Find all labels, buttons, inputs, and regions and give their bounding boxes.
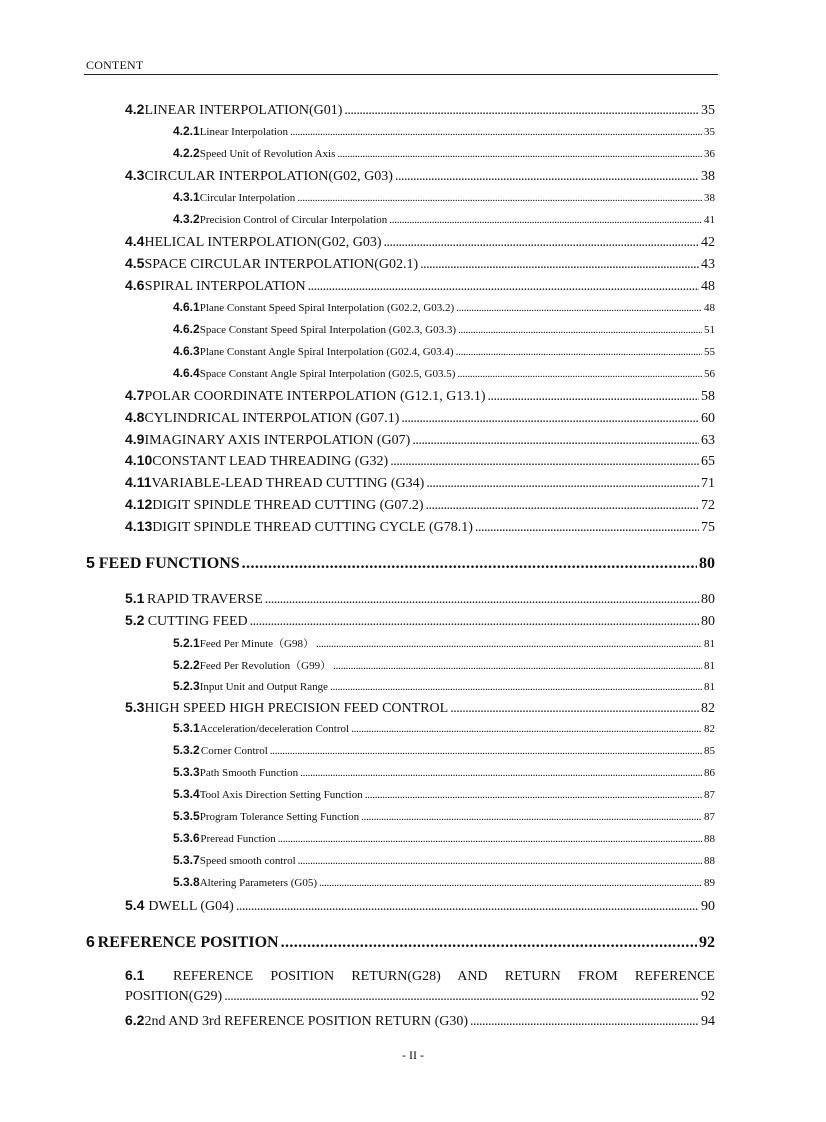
toc-entry-5-4[interactable] [125, 897, 715, 915]
toc-entry-page: 42 [701, 235, 715, 250]
toc-entry-title: Input Unit and Output Range [199, 681, 329, 693]
toc-entry-4-2-2[interactable] [173, 146, 715, 160]
toc-entry-page: 85 [704, 745, 715, 757]
toc-leader-dots [278, 833, 702, 845]
toc-entry-title: IMAGINARY AXIS INTERPOLATION (G07) [144, 433, 411, 448]
toc-entry-4-13[interactable] [125, 518, 715, 536]
toc-entry-title: DIGIT SPINDLE THREAD CUTTING CYCLE (G78.1) [152, 520, 473, 535]
toc-entry-title: Feed Per Revolution（G99） [199, 660, 332, 672]
toc-entry-5-2-2[interactable] [173, 657, 715, 673]
toc-entry-number: 5.3.5 [173, 809, 200, 823]
toc-entry-page: 41 [704, 214, 715, 226]
toc-entry-page: 82 [701, 701, 715, 716]
toc-entry-page: 38 [701, 169, 715, 184]
toc-entry-page: 92 [701, 989, 715, 1004]
toc-entry-page: 35 [701, 103, 715, 118]
toc-entry-number: 5.3.2 [173, 743, 200, 757]
toc-entry-5-2-1[interactable] [173, 635, 715, 651]
toc-leader-dots [298, 855, 702, 867]
toc-leader-dots [236, 899, 699, 915]
toc-entry-title: POLAR COORDINATE INTERPOLATION (G12.1, G13.1) [144, 389, 486, 404]
toc-entry-title: CYLINDRICAL INTERPOLATION (G07.1) [144, 411, 400, 426]
toc-entry-5-3-5[interactable] [173, 809, 715, 823]
toc-entry-page: 87 [704, 789, 715, 801]
toc-entry-5-3-4[interactable] [173, 787, 715, 801]
toc-entry-5-3[interactable] [125, 699, 715, 717]
toc-leader-dots [401, 411, 699, 427]
toc-entry-page: 35 [704, 126, 715, 138]
toc-entry-4-6-3[interactable] [173, 344, 715, 358]
toc-entry-page: 72 [701, 498, 715, 513]
toc-entry-number: 4.3 [125, 167, 145, 183]
toc-entry-title: Plane Constant Speed Spiral Interpolation (G02.2, G03.2) [199, 302, 455, 314]
toc-entry-page: 56 [704, 368, 715, 380]
toc-entry-page: 90 [701, 899, 715, 914]
toc-entry-4-9[interactable] [125, 431, 715, 449]
running-header: CONTENT [86, 58, 144, 72]
toc-entry-title: Linear Interpolation [199, 126, 288, 138]
toc-entry-page: 81 [704, 660, 715, 672]
toc-leader-dots [389, 214, 702, 226]
page-footer: - II - [402, 1048, 424, 1062]
toc-entry-4-8[interactable] [125, 409, 715, 427]
toc-entry-title: 2nd AND 3rd REFERENCE POSITION RETURN (G30) [144, 1014, 469, 1029]
toc-entry-number: 4.3.1 [173, 190, 200, 204]
toc-entry-title: CUTTING FEED [147, 614, 248, 629]
toc-leader-dots [456, 346, 702, 358]
toc-entry-page: 55 [704, 346, 715, 358]
toc-entry-page: 88 [704, 855, 715, 867]
toc-entry-number: 6.1 [125, 967, 145, 983]
toc-entry-title: Space Constant Speed Spiral Interpolation (G02.3, G03.3) [199, 324, 457, 336]
toc-entry-title-cont: POSITION(G29) [125, 989, 223, 1004]
toc-entry-number: 4.7 [125, 387, 145, 403]
toc-entry-title: Tool Axis Direction Setting Function [199, 789, 363, 801]
toc-leader-dots [351, 723, 702, 735]
toc-entry-title: Plane Constant Angle Spiral Interpolation (G02.4, G03.4) [199, 346, 454, 358]
toc-entry-page: 63 [701, 433, 715, 448]
toc-entry-number: 5.3.6 [173, 831, 200, 845]
toc-leader-dots [488, 389, 699, 405]
toc-entry-title: LINEAR INTERPOLATION(G01) [144, 103, 343, 118]
toc-entry-title: Path Smooth Function [199, 767, 299, 779]
toc-leader-dots [361, 811, 702, 823]
toc-entry-number: 4.2.2 [173, 146, 200, 160]
toc-entry-page: 48 [701, 279, 715, 294]
toc-entry-4-11[interactable] [125, 474, 715, 492]
toc-leader-dots [470, 1014, 699, 1030]
toc-leader-dots [426, 498, 699, 514]
toc-entry-page: 36 [704, 148, 715, 160]
toc-entry-title: Program Tolerance Setting Function [199, 811, 360, 823]
toc-leader-dots [270, 745, 702, 757]
toc-entry-number: 5.3.1 [173, 721, 200, 735]
toc-entry-4-6-2[interactable] [173, 322, 715, 336]
toc-leader-dots [475, 520, 699, 536]
toc-entry-page: 81 [704, 638, 715, 650]
toc-entry-page: 60 [701, 411, 715, 426]
toc-leader-dots [365, 789, 702, 801]
toc-entry-title: VARIABLE-LEAD THREAD CUTTING (G34) [151, 476, 425, 491]
toc-entry-title: RAPID TRAVERSE [146, 592, 263, 607]
toc-entry-number: 5.2.3 [173, 679, 200, 693]
toc-leader-dots [281, 934, 697, 952]
toc-entry-page: 48 [704, 302, 715, 314]
toc-entry-number: 4.8 [125, 409, 145, 425]
toc-entry-title: REFERENCE POSITION [97, 934, 279, 951]
toc-entry-number: 5.3.8 [173, 875, 200, 889]
toc-entry-6-1-line2[interactable] [125, 989, 715, 1005]
toc-entry-title: Preread Function [200, 833, 276, 845]
toc-entry-5[interactable] [86, 555, 715, 573]
toc-entry-4-2-1[interactable] [173, 124, 715, 138]
toc-leader-dots [224, 989, 699, 1005]
toc-entry-4-4[interactable] [125, 233, 715, 251]
toc-entry-number: 4.2 [125, 101, 145, 117]
toc-leader-dots [242, 555, 697, 573]
toc-entry-number: 4.4 [125, 233, 145, 249]
toc-entry-page: 89 [704, 877, 715, 889]
toc-leader-dots [395, 169, 699, 185]
toc-entry-page: 80 [701, 614, 715, 629]
toc-entry-page: 43 [701, 257, 715, 272]
toc-entry-4-6[interactable] [125, 277, 715, 295]
toc-entry-number: 4.5 [125, 255, 145, 271]
toc-entry-number: 4.6.2 [173, 322, 200, 336]
toc-entry-4-7[interactable] [125, 387, 715, 405]
toc-entry-page: 65 [701, 454, 715, 469]
toc-entry-number: 6.2 [125, 1012, 145, 1028]
toc-leader-dots [384, 235, 699, 251]
toc-entry-5-2[interactable] [125, 612, 715, 630]
toc-leader-dots [265, 592, 699, 608]
toc-entry-number: 4.6.4 [173, 366, 200, 380]
toc-entry-page: 81 [704, 681, 715, 693]
toc-entry-number: 4.9 [125, 431, 145, 447]
toc-leader-dots [316, 638, 702, 650]
toc-entry-4-10[interactable] [125, 452, 715, 470]
toc-entry-page: 80 [699, 555, 715, 572]
toc-entry-number: 4.3.2 [173, 212, 200, 226]
toc-entry-title: Altering Parameters (G05) [199, 877, 317, 889]
toc-entry-page: 88 [704, 833, 715, 845]
toc-entry-title: Feed Per Minute（G98） [199, 638, 314, 650]
toc-entry-number: 4.11 [125, 474, 152, 490]
toc-entry-4-6-1[interactable] [173, 300, 715, 314]
toc-leader-dots [420, 257, 699, 273]
toc-entry-page: 92 [699, 934, 715, 951]
toc-entry-4-6-4[interactable] [173, 366, 715, 380]
toc-entry-6-2[interactable] [125, 1012, 715, 1030]
toc-entry-title: Circular Interpolation [199, 192, 296, 204]
toc-entry-number: 5.2 [125, 612, 145, 628]
toc-entry-5-3-3[interactable] [173, 765, 715, 779]
header-rule [84, 74, 718, 75]
toc-leader-dots [330, 681, 702, 693]
toc-entry-page: 82 [704, 723, 715, 735]
toc-entry-title: Precision Control of Circular Interpolation [199, 214, 388, 226]
toc-entry-number: 5 [86, 555, 95, 572]
toc-leader-dots [457, 368, 702, 380]
toc-entry-number: 5.3 [125, 699, 145, 715]
toc-entry-4-5[interactable] [125, 255, 715, 273]
toc-entry-page: 87 [704, 811, 715, 823]
toc-entry-5-3-1[interactable] [173, 721, 715, 735]
toc-entry-number: 6 [86, 934, 95, 951]
toc-leader-dots [250, 614, 699, 630]
toc-entry-title: DWELL (G04) [148, 899, 234, 914]
toc-entry-page: 94 [701, 1014, 715, 1029]
toc-entry-4-3-2[interactable] [173, 212, 715, 226]
toc-entry-number: 5.3.4 [173, 787, 200, 801]
toc-leader-dots [456, 302, 702, 314]
toc-entry-title: REFERENCE POSITION RETURN(G28) AND RETURN FROM REFERENCE [173, 969, 715, 984]
toc-entry-4-3-1[interactable] [173, 190, 715, 204]
toc-entry-number: 5.3.3 [173, 765, 200, 779]
toc-entry-number: 5.2.1 [173, 636, 200, 650]
toc-leader-dots [297, 192, 702, 204]
toc-entry-5-2-3[interactable] [173, 679, 715, 693]
toc-entry-6[interactable] [86, 934, 715, 952]
toc-entry-page: 80 [701, 592, 715, 607]
toc-entry-title: Acceleration/deceleration Control [199, 723, 350, 735]
toc-entry-page: 58 [701, 389, 715, 404]
toc-entry-number: 5.1 [125, 590, 145, 606]
toc-entry-title: SPACE CIRCULAR INTERPOLATION(G02.1) [144, 257, 419, 272]
toc-entry-4-3[interactable] [125, 167, 715, 185]
toc-entry-5-3-8[interactable] [173, 875, 715, 889]
toc-entry-title: FEED FUNCTIONS [98, 555, 240, 572]
toc-leader-dots [308, 279, 699, 295]
toc-entry-page: 51 [704, 324, 715, 336]
toc-entry-title: SPIRAL INTERPOLATION [144, 279, 306, 294]
toc-leader-dots [412, 433, 699, 449]
toc-entry-number: 4.13 [125, 518, 153, 534]
toc-leader-dots [319, 877, 702, 889]
toc-entry-page: 38 [704, 192, 715, 204]
toc-entry-number: 5.4 [125, 897, 145, 913]
toc-entry-title: Space Constant Angle Spiral Interpolation (G02.5, G03.5) [199, 368, 456, 380]
toc-entry-number: 5.2.2 [173, 658, 200, 672]
toc-entry-5-1[interactable] [125, 590, 715, 608]
toc-entry-title: CONSTANT LEAD THREADING (G32) [152, 454, 389, 469]
toc-entry-number: 4.12 [125, 496, 153, 512]
toc-leader-dots [450, 701, 699, 717]
toc-entry-title: HELICAL INTERPOLATION(G02, G03) [144, 235, 382, 250]
toc-entry-page: 86 [704, 767, 715, 779]
toc-entry-number: 4.2.1 [173, 124, 200, 138]
toc-entry-6-1-line1[interactable] [125, 967, 715, 985]
toc-entry-title: Speed Unit of Revolution Axis [199, 148, 336, 160]
toc-leader-dots [390, 454, 699, 470]
toc-entry-number: 4.10 [125, 452, 153, 468]
toc-entry-number: 4.6 [125, 277, 145, 293]
toc-entry-title: DIGIT SPINDLE THREAD CUTTING (G07.2) [152, 498, 424, 513]
toc-leader-dots [337, 148, 702, 160]
toc-entry-5-3-7[interactable] [173, 853, 715, 867]
toc-entry-title: Corner Control [200, 745, 268, 757]
toc-entry-page: 75 [701, 520, 715, 535]
toc-leader-dots [426, 476, 699, 492]
toc-leader-dots [300, 767, 702, 779]
toc-entry-number: 4.6.1 [173, 300, 200, 314]
toc-leader-dots [458, 324, 702, 336]
toc-leader-dots [290, 126, 702, 138]
toc-entry-title: HIGH SPEED HIGH PRECISION FEED CONTROL [144, 701, 449, 716]
toc-entry-title: CIRCULAR INTERPOLATION(G02, G03) [144, 169, 393, 184]
toc-leader-dots [333, 660, 702, 672]
toc-entry-number: 4.6.3 [173, 344, 200, 358]
toc-entry-4-2[interactable] [125, 101, 715, 119]
toc-entry-number: 5.3.7 [173, 853, 200, 867]
toc-entry-4-12[interactable] [125, 496, 715, 514]
toc-entry-title: Speed smooth control [199, 855, 296, 867]
toc-leader-dots [344, 103, 699, 119]
toc-entry-5-3-2[interactable] [173, 743, 715, 757]
toc-entry-5-3-6[interactable] [173, 831, 715, 845]
toc-entry-page: 71 [701, 476, 715, 491]
